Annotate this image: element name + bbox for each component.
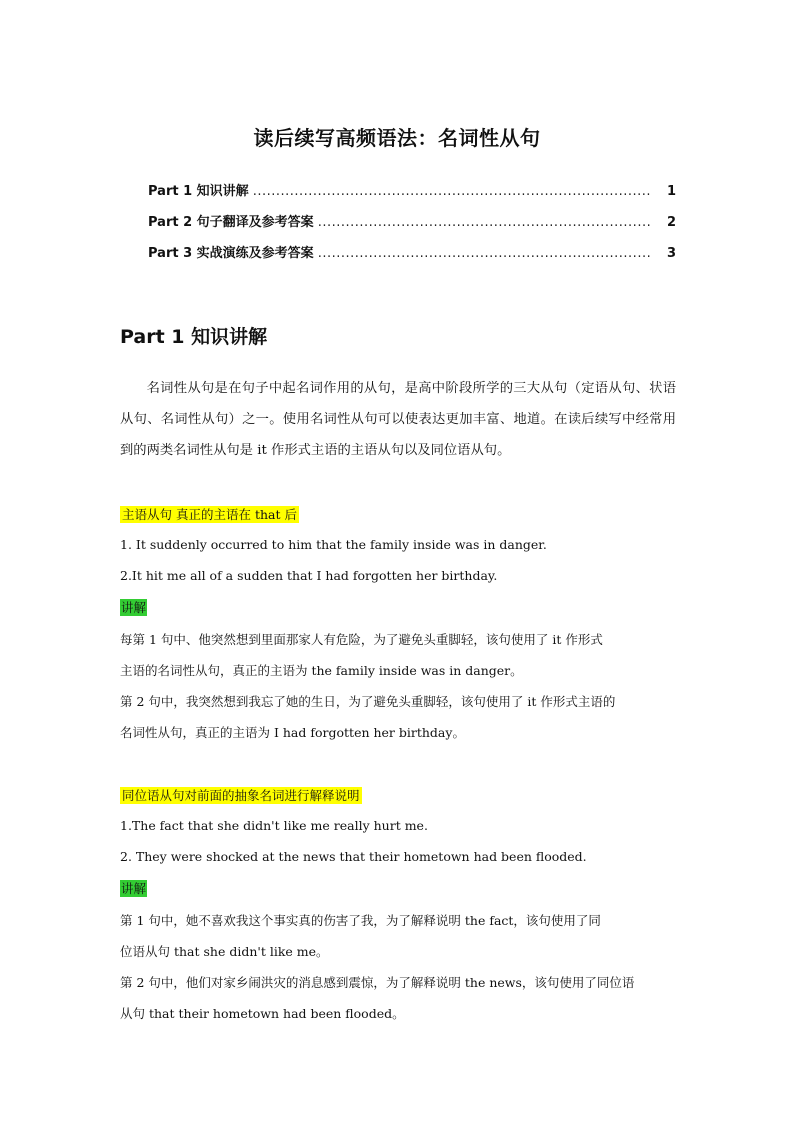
section2-label bbox=[120, 786, 362, 804]
toc-leader-dots bbox=[253, 184, 650, 199]
document-title: 读后续写高频语法：名词性从句 bbox=[253, 126, 541, 150]
section1-explain-line-1: 每第 1 句中、他突然想到里面那家人有危险，为了避免头重脚轻，该句使用了 it 作形式 bbox=[120, 632, 603, 647]
section2-explain-line-2: 位语从句 that she didn't like me。 bbox=[120, 944, 329, 959]
section1-explain-line-2: 主语的名词性从句，真正的主语为 the family inside was in danger。 bbox=[120, 663, 523, 678]
toc-leader-dots bbox=[318, 246, 650, 261]
section1-label bbox=[120, 505, 299, 523]
section1-explain-line-3: 第 2 句中，我突然想到我忘了她的生日，为了避免头重脚轻，该句使用了 it 作形式主语的 bbox=[120, 694, 616, 709]
toc-page-number: 2 bbox=[666, 215, 676, 230]
section2-label-highlight: 同位语从句对前面的抽象名词进行解释说明 bbox=[122, 788, 360, 803]
toc-entry-part2[interactable] bbox=[148, 211, 676, 231]
toc-label: Part 3 实战演练及参考答案 bbox=[148, 246, 314, 261]
section2-explain-line-4: 从句 that their hometown had been flooded。 bbox=[120, 1006, 405, 1021]
section1-explain-line-4: 名词性从句，真正的主语为 I had forgotten her birthday。 bbox=[120, 725, 465, 740]
explain-label-highlight: 讲解 bbox=[121, 600, 147, 615]
toc-entry-part3[interactable] bbox=[148, 242, 676, 262]
section2-explain-line-3: 第 2 句中，他们对家乡闹洪灾的消息感到震惊，为了解释说明 the news，该句使用了同位语 bbox=[120, 975, 635, 990]
toc-page-number: 3 bbox=[666, 246, 676, 261]
toc-label: Part 1 知识讲解 bbox=[148, 184, 249, 199]
section1-example-1: 1. It suddenly occurred to him that the family inside was in danger. bbox=[120, 537, 547, 552]
explain-label-highlight: 讲解 bbox=[121, 881, 147, 896]
toc-leader-dots bbox=[318, 215, 650, 230]
section2-example-1: 1.The fact that she didn't like me really hurt me. bbox=[120, 818, 428, 833]
section1-example-2: 2.It hit me all of a sudden that I had forgotten her birthday. bbox=[120, 568, 498, 583]
intro-paragraph: 名词性从句是在句子中起名词作用的从句，是高中阶段所学的三大从句（定语从句、状语从句、名词性从句）之一。使用名词性从句可以使表达更加丰富、地道。在读后续写中经常用到的两类名词性从句是 it 作形式主语的主语从句以及同位语从句。 bbox=[120, 381, 676, 458]
toc-page-number: 1 bbox=[666, 184, 676, 199]
section2-explain-label bbox=[120, 879, 147, 897]
section2-example-2: 2. They were shocked at the news that their hometown had been flooded. bbox=[120, 849, 587, 864]
section1-label-highlight: 主语从句 真正的主语在 that 后 bbox=[122, 507, 297, 522]
part1-heading: Part 1 知识讲解 bbox=[120, 326, 268, 348]
toc-label: Part 2 句子翻译及参考答案 bbox=[148, 215, 314, 230]
section1-explain-label bbox=[120, 598, 147, 616]
toc-entry-part1[interactable] bbox=[148, 180, 676, 200]
section2-explain-line-1: 第 1 句中，她不喜欢我这个事实真的伤害了我，为了解释说明 the fact，该句使用了同 bbox=[120, 913, 601, 928]
